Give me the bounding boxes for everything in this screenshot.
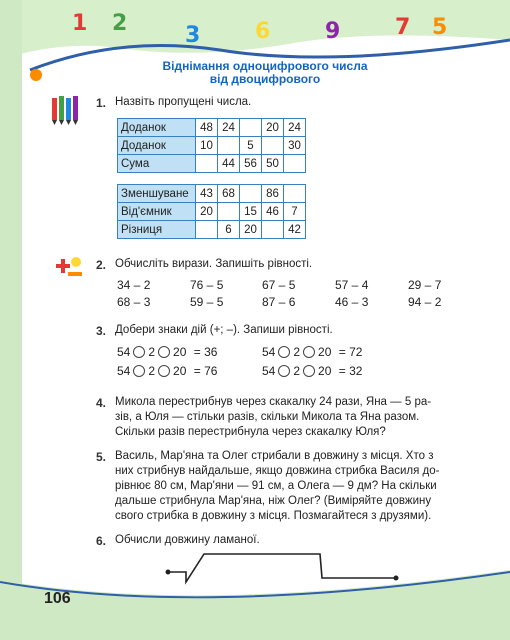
- expression: 94 – 2: [408, 295, 442, 309]
- svg-text:9: 9: [325, 19, 341, 44]
- page-number: 106: [44, 590, 71, 607]
- operand: 20: [318, 345, 332, 359]
- svg-text:6: 6: [255, 19, 271, 44]
- svg-text:7: 7: [395, 15, 411, 40]
- operand: 54: [117, 364, 131, 378]
- expression: 76 – 5: [190, 278, 224, 292]
- table-cell: [240, 185, 262, 203]
- table-cell: 44: [218, 155, 240, 173]
- equation: [117, 345, 217, 359]
- table-cell: 43: [196, 185, 218, 203]
- table-cell: 56: [240, 155, 262, 173]
- table-cell: 7: [284, 203, 306, 221]
- table-row: [118, 119, 306, 137]
- addition-table: [117, 118, 306, 173]
- table-cell: 30: [284, 137, 306, 155]
- operand: 2: [148, 345, 156, 359]
- row-label: Різниця: [118, 221, 196, 239]
- table-cell: 48: [196, 119, 218, 137]
- table-cell: 68: [218, 185, 240, 203]
- text-line: свого стрибка в довжину з місця. Позмагайтеся з друзями).: [115, 510, 432, 522]
- table-row: [118, 221, 306, 239]
- operand: 20: [173, 345, 187, 359]
- sign-circle[interactable]: [278, 346, 290, 358]
- text-line: Микола перестрибнув через скакалку 24 рази, Яна — 5 ра-: [115, 396, 432, 408]
- sign-circle[interactable]: [133, 346, 145, 358]
- math-signs-icon: [54, 254, 84, 284]
- table-cell: 46: [262, 203, 284, 221]
- table-row: [118, 185, 306, 203]
- sign-circle[interactable]: [133, 365, 145, 377]
- sign-circle[interactable]: [158, 346, 170, 358]
- table-cell: 20: [196, 203, 218, 221]
- sign-circle[interactable]: [303, 365, 315, 377]
- task-2-number: 2.: [96, 258, 107, 272]
- expression: 57 – 4: [335, 278, 369, 292]
- sign-circle[interactable]: [158, 365, 170, 377]
- table-cell: [196, 221, 218, 239]
- table-row: [118, 155, 306, 173]
- task-5-text: [115, 449, 455, 524]
- task-2-text: Обчисліть вирази. Запишіть рівності.: [115, 258, 313, 270]
- task-6-number: 6.: [96, 534, 107, 548]
- svg-text:1: 1: [72, 11, 88, 36]
- page-title: [150, 60, 380, 86]
- equation-result: = 72: [338, 345, 363, 359]
- equation-result: = 36: [193, 345, 218, 359]
- row-label: Доданок: [118, 119, 196, 137]
- sign-circle[interactable]: [303, 346, 315, 358]
- text-line: рівнює 80 см, Мар'яни — 91 см, а Олега — 9 дм? На скільки: [115, 480, 437, 492]
- table-cell: 42: [284, 221, 306, 239]
- text-line: Скільки разів перестрибнула через скакалку Юля?: [115, 426, 386, 438]
- svg-text:3: 3: [185, 23, 201, 48]
- svg-text:2: 2: [112, 11, 128, 36]
- task-1-number: 1.: [96, 96, 107, 110]
- expression: 87 – 6: [262, 295, 296, 309]
- operand: 2: [293, 345, 301, 359]
- row-label: Сума: [118, 155, 196, 173]
- task-6-text: Обчисли довжину ламаної.: [115, 534, 260, 546]
- operand: 2: [293, 364, 301, 378]
- row-label: Доданок: [118, 137, 196, 155]
- table-cell: 5: [240, 137, 262, 155]
- table-cell: 6: [218, 221, 240, 239]
- left-margin-band: [0, 0, 22, 640]
- table-cell: 20: [262, 119, 284, 137]
- table-cell: 50: [262, 155, 284, 173]
- operand: 54: [262, 364, 276, 378]
- table-cell: [218, 137, 240, 155]
- table-row: [118, 137, 306, 155]
- equation-result: = 32: [338, 364, 363, 378]
- sign-circle[interactable]: [278, 365, 290, 377]
- table-cell: [262, 137, 284, 155]
- operand: 20: [173, 364, 187, 378]
- svg-text:5: 5: [432, 15, 448, 40]
- expression: 29 – 7: [408, 278, 442, 292]
- equation: [262, 364, 362, 378]
- table-row: [118, 203, 306, 221]
- expression: 34 – 2: [117, 278, 151, 292]
- pencils-icon: [50, 94, 84, 126]
- table-cell: 10: [196, 137, 218, 155]
- text-line: дальше стрибнула Мар'яна, ніж Олег? (Виміряйте довжину: [115, 495, 432, 507]
- title-line-2: від двоцифрового: [209, 72, 321, 86]
- broken-line-figure: [160, 548, 410, 588]
- operand: 54: [262, 345, 276, 359]
- equation-result: = 76: [193, 364, 218, 378]
- table-cell: [262, 221, 284, 239]
- table-cell: [284, 185, 306, 203]
- table-cell: 24: [284, 119, 306, 137]
- operand: 2: [148, 364, 156, 378]
- table-cell: 20: [240, 221, 262, 239]
- expression: 67 – 5: [262, 278, 296, 292]
- subtraction-table: [117, 184, 306, 239]
- operand: 54: [117, 345, 131, 359]
- table-cell: [240, 119, 262, 137]
- equation: [262, 345, 362, 359]
- task-5-number: 5.: [96, 450, 107, 464]
- equation: [117, 364, 217, 378]
- expression: 68 – 3: [117, 295, 151, 309]
- table-cell: [218, 203, 240, 221]
- expression: 59 – 5: [190, 295, 224, 309]
- table-cell: 86: [262, 185, 284, 203]
- text-line: Василь, Мар'яна та Олег стрибали в довжину з місця. Хто з: [115, 450, 434, 462]
- row-label: Від'ємник: [118, 203, 196, 221]
- task-3-text: Добери знаки дій (+; –). Запиши рівності.: [115, 324, 333, 336]
- task-4-number: 4.: [96, 396, 107, 410]
- expression: 46 – 3: [335, 295, 369, 309]
- table-cell: 24: [218, 119, 240, 137]
- task-4-text: [115, 395, 455, 440]
- task-3-number: 3.: [96, 324, 107, 338]
- title-line-1: Віднімання одноцифрового числа: [162, 59, 368, 73]
- text-line: них стрибнув найдальше, якщо довжина стрибка Василя до-: [115, 465, 440, 477]
- operand: 20: [318, 364, 332, 378]
- task-1-text: Назвіть пропущені числа.: [115, 96, 252, 108]
- table-cell: [196, 155, 218, 173]
- row-label: Зменшуване: [118, 185, 196, 203]
- text-line: зів, а Юля — стільки разів, скільки Микола та Яна разом.: [115, 411, 420, 423]
- table-cell: [284, 155, 306, 173]
- table-cell: 15: [240, 203, 262, 221]
